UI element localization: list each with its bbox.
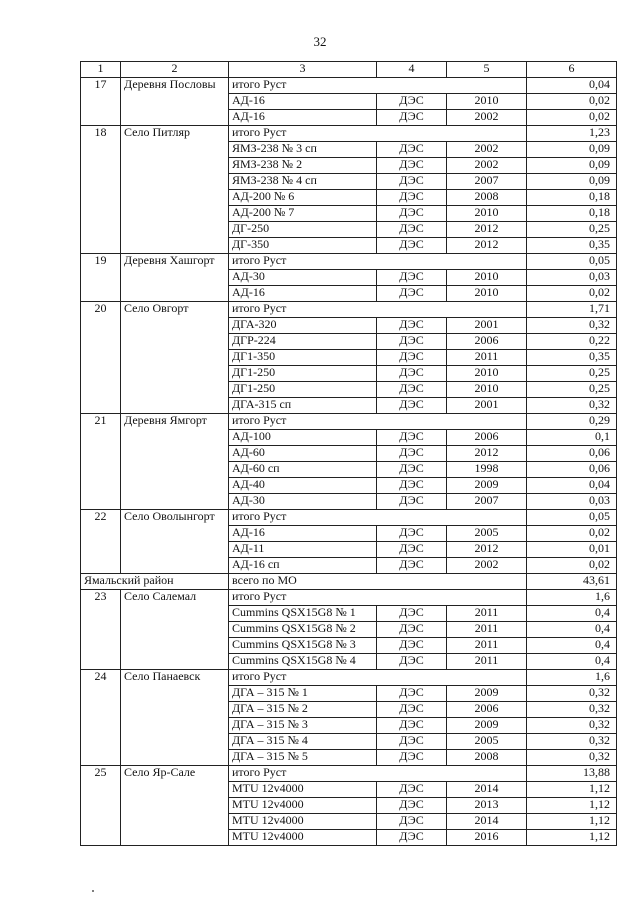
unit-model-cell: ДГ-250 <box>229 222 377 238</box>
unit-model-cell: ДГ-350 <box>229 238 377 254</box>
settlement-total-value-cell: 0,05 <box>527 254 617 270</box>
unit-power-cell: 0,32 <box>527 702 617 718</box>
unit-power-cell: 0,03 <box>527 270 617 286</box>
unit-power-cell: 0,09 <box>527 142 617 158</box>
unit-model-cell: АД-16 <box>229 526 377 542</box>
district-name-cell: Ямальский район <box>81 574 229 590</box>
unit-model-cell: Cummins QSX15G8 № 3 <box>229 638 377 654</box>
unit-power-cell: 0,32 <box>527 734 617 750</box>
unit-power-cell: 1,12 <box>527 798 617 814</box>
unit-type-cell: ДЭС <box>377 158 447 174</box>
settlement-total-row <box>81 302 617 318</box>
unit-type-cell: ДЭС <box>377 366 447 382</box>
settlement-total-value-cell: 1,6 <box>527 590 617 606</box>
settlement-total-row <box>81 414 617 430</box>
unit-model-cell: ДГР-224 <box>229 334 377 350</box>
power-plants-table <box>80 61 617 846</box>
settlement-total-value-cell: 1,23 <box>527 126 617 142</box>
unit-type-cell: ДЭС <box>377 798 447 814</box>
unit-year-cell: 2001 <box>447 398 527 414</box>
unit-power-cell: 0,09 <box>527 174 617 190</box>
unit-type-cell: ДЭС <box>377 558 447 574</box>
unit-type-cell: ДЭС <box>377 654 447 670</box>
unit-type-cell: ДЭС <box>377 606 447 622</box>
unit-type-cell: ДЭС <box>377 830 447 846</box>
unit-power-cell: 0,25 <box>527 222 617 238</box>
unit-model-cell: ЯМЗ-238 № 3 сп <box>229 142 377 158</box>
unit-year-cell: 2002 <box>447 558 527 574</box>
unit-type-cell: ДЭС <box>377 270 447 286</box>
unit-year-cell: 2005 <box>447 734 527 750</box>
unit-type-cell: ДЭС <box>377 542 447 558</box>
unit-type-cell: ДЭС <box>377 94 447 110</box>
settlement-total-value-cell: 13,88 <box>527 766 617 782</box>
unit-power-cell: 0,4 <box>527 654 617 670</box>
unit-type-cell: ДЭС <box>377 206 447 222</box>
unit-type-cell: ДЭС <box>377 382 447 398</box>
unit-type-cell: ДЭС <box>377 350 447 366</box>
unit-power-cell: 1,12 <box>527 782 617 798</box>
unit-type-cell: ДЭС <box>377 142 447 158</box>
settlement-name-cell: Село Яр-Сале <box>121 766 229 846</box>
unit-model-cell: ДГА – 315 № 5 <box>229 750 377 766</box>
unit-year-cell: 2011 <box>447 638 527 654</box>
settlement-name-cell: Село Овгорт <box>121 302 229 414</box>
settlement-number-cell: 20 <box>81 302 121 414</box>
settlement-total-row <box>81 78 617 94</box>
unit-type-cell: ДЭС <box>377 478 447 494</box>
settlement-total-label-cell: итого Руст <box>229 590 527 606</box>
unit-year-cell: 2006 <box>447 334 527 350</box>
unit-power-cell: 0,18 <box>527 206 617 222</box>
unit-model-cell: ДГ1-350 <box>229 350 377 366</box>
unit-model-cell: АД-11 <box>229 542 377 558</box>
district-total-label-cell: всего по МО <box>229 574 527 590</box>
unit-year-cell: 2012 <box>447 446 527 462</box>
unit-year-cell: 2012 <box>447 238 527 254</box>
unit-power-cell: 0,32 <box>527 750 617 766</box>
unit-model-cell: MTU 12v4000 <box>229 814 377 830</box>
unit-power-cell: 0,02 <box>527 558 617 574</box>
unit-year-cell: 2011 <box>447 654 527 670</box>
settlement-total-row <box>81 254 617 270</box>
unit-model-cell: АД-40 <box>229 478 377 494</box>
settlement-total-label-cell: итого Руст <box>229 302 527 318</box>
settlement-total-row <box>81 590 617 606</box>
unit-power-cell: 0,35 <box>527 350 617 366</box>
unit-year-cell: 2011 <box>447 606 527 622</box>
unit-type-cell: ДЭС <box>377 734 447 750</box>
unit-power-cell: 0,04 <box>527 478 617 494</box>
unit-model-cell: АД-30 <box>229 270 377 286</box>
unit-model-cell: ДГА-320 <box>229 318 377 334</box>
unit-year-cell: 2014 <box>447 814 527 830</box>
unit-model-cell: АД-16 сп <box>229 558 377 574</box>
settlement-total-row <box>81 510 617 526</box>
unit-type-cell: ДЭС <box>377 238 447 254</box>
unit-power-cell: 0,06 <box>527 446 617 462</box>
unit-year-cell: 2009 <box>447 718 527 734</box>
settlement-total-value-cell: 0,04 <box>527 78 617 94</box>
header-row <box>81 62 617 78</box>
unit-year-cell: 2007 <box>447 494 527 510</box>
unit-power-cell: 0,09 <box>527 158 617 174</box>
unit-type-cell: ДЭС <box>377 446 447 462</box>
settlement-total-label-cell: итого Руст <box>229 126 527 142</box>
header-cell: 1 <box>81 62 121 78</box>
unit-model-cell: АД-100 <box>229 430 377 446</box>
unit-model-cell: ДГА-315 сп <box>229 398 377 414</box>
settlement-name-cell: Село Питляр <box>121 126 229 254</box>
unit-type-cell: ДЭС <box>377 110 447 126</box>
unit-year-cell: 2007 <box>447 174 527 190</box>
settlement-number-cell: 19 <box>81 254 121 302</box>
unit-model-cell: Cummins QSX15G8 № 2 <box>229 622 377 638</box>
unit-power-cell: 0,02 <box>527 286 617 302</box>
unit-type-cell: ДЭС <box>377 494 447 510</box>
unit-year-cell: 2011 <box>447 350 527 366</box>
settlement-total-label-cell: итого Руст <box>229 254 527 270</box>
unit-power-cell: 0,32 <box>527 718 617 734</box>
unit-year-cell: 2010 <box>447 286 527 302</box>
unit-model-cell: ЯМЗ-238 № 4 сп <box>229 174 377 190</box>
unit-power-cell: 0,25 <box>527 366 617 382</box>
unit-power-cell: 0,32 <box>527 318 617 334</box>
settlement-total-value-cell: 0,29 <box>527 414 617 430</box>
unit-model-cell: ЯМЗ-238 № 2 <box>229 158 377 174</box>
unit-year-cell: 1998 <box>447 462 527 478</box>
header-cell: 5 <box>447 62 527 78</box>
unit-model-cell: Cummins QSX15G8 № 4 <box>229 654 377 670</box>
unit-type-cell: ДЭС <box>377 190 447 206</box>
unit-power-cell: 0,02 <box>527 94 617 110</box>
settlement-total-label-cell: итого Руст <box>229 766 527 782</box>
unit-model-cell: АД-30 <box>229 494 377 510</box>
unit-year-cell: 2002 <box>447 142 527 158</box>
unit-model-cell: ДГА – 315 № 2 <box>229 702 377 718</box>
unit-year-cell: 2002 <box>447 158 527 174</box>
unit-model-cell: АД-16 <box>229 110 377 126</box>
unit-year-cell: 2010 <box>447 366 527 382</box>
unit-power-cell: 0,01 <box>527 542 617 558</box>
unit-power-cell: 1,12 <box>527 814 617 830</box>
unit-type-cell: ДЭС <box>377 718 447 734</box>
settlement-total-label-cell: итого Руст <box>229 670 527 686</box>
unit-model-cell: АД-60 сп <box>229 462 377 478</box>
unit-power-cell: 0,06 <box>527 462 617 478</box>
header-cell: 2 <box>121 62 229 78</box>
unit-type-cell: ДЭС <box>377 686 447 702</box>
settlement-number-cell: 22 <box>81 510 121 574</box>
settlement-total-label-cell: итого Руст <box>229 510 527 526</box>
district-total-row <box>81 574 617 590</box>
unit-type-cell: ДЭС <box>377 318 447 334</box>
unit-power-cell: 0,32 <box>527 686 617 702</box>
unit-power-cell: 0,02 <box>527 526 617 542</box>
unit-type-cell: ДЭС <box>377 334 447 350</box>
settlement-number-cell: 25 <box>81 766 121 846</box>
unit-type-cell: ДЭС <box>377 430 447 446</box>
unit-year-cell: 2010 <box>447 270 527 286</box>
unit-type-cell: ДЭС <box>377 174 447 190</box>
table-body <box>81 62 617 846</box>
unit-power-cell: 0,4 <box>527 606 617 622</box>
settlement-total-label-cell: итого Руст <box>229 414 527 430</box>
settlement-total-row <box>81 670 617 686</box>
unit-year-cell: 2006 <box>447 702 527 718</box>
settlement-number-cell: 23 <box>81 590 121 670</box>
unit-power-cell: 0,02 <box>527 110 617 126</box>
settlement-name-cell: Деревня Пословы <box>121 78 229 126</box>
unit-year-cell: 2001 <box>447 318 527 334</box>
settlement-total-label-cell: итого Руст <box>229 78 527 94</box>
unit-power-cell: 0,4 <box>527 622 617 638</box>
unit-year-cell: 2012 <box>447 542 527 558</box>
settlement-number-cell: 24 <box>81 670 121 766</box>
unit-power-cell: 0,03 <box>527 494 617 510</box>
unit-type-cell: ДЭС <box>377 814 447 830</box>
unit-model-cell: ДГА – 315 № 1 <box>229 686 377 702</box>
unit-year-cell: 2011 <box>447 622 527 638</box>
unit-year-cell: 2002 <box>447 110 527 126</box>
unit-year-cell: 2009 <box>447 478 527 494</box>
settlement-total-value-cell: 0,05 <box>527 510 617 526</box>
district-total-value-cell: 43,61 <box>527 574 617 590</box>
unit-year-cell: 2013 <box>447 798 527 814</box>
settlement-name-cell: Село Салемал <box>121 590 229 670</box>
settlement-number-cell: 21 <box>81 414 121 510</box>
unit-model-cell: Cummins QSX15G8 № 1 <box>229 606 377 622</box>
unit-type-cell: ДЭС <box>377 222 447 238</box>
unit-model-cell: ДГ1-250 <box>229 382 377 398</box>
settlement-name-cell: Село Панаевск <box>121 670 229 766</box>
unit-model-cell: MTU 12v4000 <box>229 782 377 798</box>
unit-year-cell: 2010 <box>447 382 527 398</box>
settlement-name-cell: Деревня Ямгорт <box>121 414 229 510</box>
unit-year-cell: 2009 <box>447 686 527 702</box>
unit-year-cell: 2006 <box>447 430 527 446</box>
settlement-total-value-cell: 1,71 <box>527 302 617 318</box>
settlement-total-row <box>81 766 617 782</box>
unit-power-cell: 0,18 <box>527 190 617 206</box>
settlement-number-cell: 17 <box>81 78 121 126</box>
scan-speck <box>92 890 94 892</box>
unit-power-cell: 0,1 <box>527 430 617 446</box>
unit-year-cell: 2012 <box>447 222 527 238</box>
unit-year-cell: 2010 <box>447 206 527 222</box>
settlement-number-cell: 18 <box>81 126 121 254</box>
unit-model-cell: АД-16 <box>229 286 377 302</box>
settlement-name-cell: Деревня Хашгорт <box>121 254 229 302</box>
unit-power-cell: 0,35 <box>527 238 617 254</box>
unit-model-cell: ДГА – 315 № 3 <box>229 718 377 734</box>
unit-power-cell: 1,12 <box>527 830 617 846</box>
unit-power-cell: 0,22 <box>527 334 617 350</box>
unit-model-cell: АД-200 № 6 <box>229 190 377 206</box>
unit-model-cell: MTU 12v4000 <box>229 798 377 814</box>
unit-model-cell: MTU 12v4000 <box>229 830 377 846</box>
settlement-name-cell: Село Оволынгорт <box>121 510 229 574</box>
unit-type-cell: ДЭС <box>377 750 447 766</box>
settlement-total-row <box>81 126 617 142</box>
unit-type-cell: ДЭС <box>377 526 447 542</box>
unit-type-cell: ДЭС <box>377 398 447 414</box>
header-cell: 6 <box>527 62 617 78</box>
unit-type-cell: ДЭС <box>377 782 447 798</box>
unit-year-cell: 2014 <box>447 782 527 798</box>
unit-type-cell: ДЭС <box>377 286 447 302</box>
unit-model-cell: АД-200 № 7 <box>229 206 377 222</box>
unit-model-cell: ДГ1-250 <box>229 366 377 382</box>
unit-power-cell: 0,25 <box>527 382 617 398</box>
unit-power-cell: 0,32 <box>527 398 617 414</box>
page-number: 32 <box>313 34 327 49</box>
unit-model-cell: АД-16 <box>229 94 377 110</box>
unit-year-cell: 2008 <box>447 190 527 206</box>
unit-power-cell: 0,4 <box>527 638 617 654</box>
unit-year-cell: 2008 <box>447 750 527 766</box>
unit-type-cell: ДЭС <box>377 622 447 638</box>
unit-type-cell: ДЭС <box>377 702 447 718</box>
unit-type-cell: ДЭС <box>377 462 447 478</box>
header-cell: 3 <box>229 62 377 78</box>
unit-model-cell: ДГА – 315 № 4 <box>229 734 377 750</box>
unit-year-cell: 2005 <box>447 526 527 542</box>
header-cell: 4 <box>377 62 447 78</box>
settlement-total-value-cell: 1,6 <box>527 670 617 686</box>
unit-year-cell: 2016 <box>447 830 527 846</box>
unit-year-cell: 2010 <box>447 94 527 110</box>
unit-model-cell: АД-60 <box>229 446 377 462</box>
unit-type-cell: ДЭС <box>377 638 447 654</box>
